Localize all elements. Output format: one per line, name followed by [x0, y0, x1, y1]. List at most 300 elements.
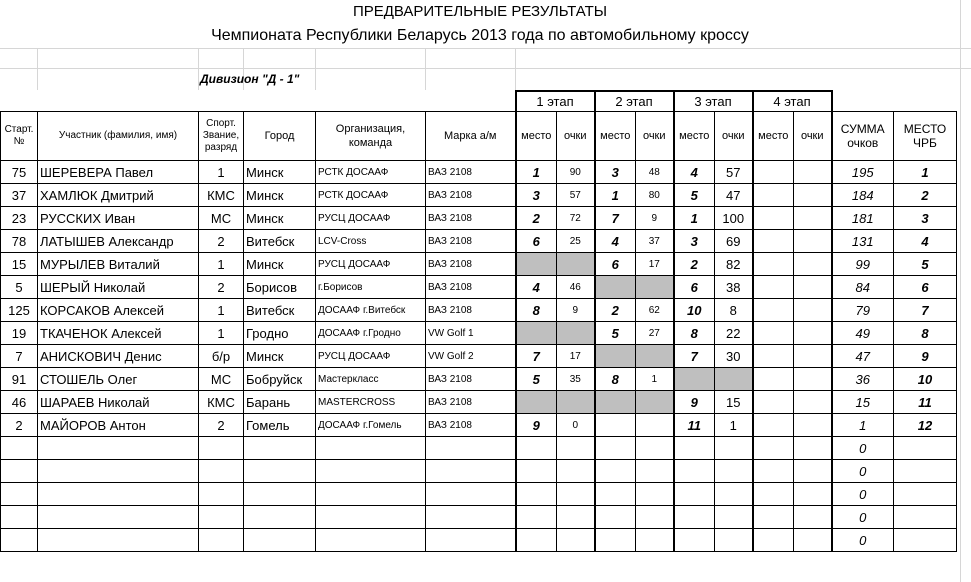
stage-3-points-cell	[715, 460, 753, 483]
stage-1-place-cell	[516, 460, 557, 483]
start-no-cell: 46	[1, 391, 38, 414]
car-cell: ВАЗ 2108	[426, 276, 516, 299]
organization-cell: г.Борисов	[316, 276, 426, 299]
stage-3-points-cell: 47	[715, 184, 753, 207]
stage-4-place-cell	[753, 460, 794, 483]
car-cell	[426, 483, 516, 506]
car-cell: ВАЗ 2108	[426, 184, 516, 207]
sum-cell: 49	[832, 322, 894, 345]
stage-4-points-cell	[794, 391, 832, 414]
start-no-cell: 75	[1, 161, 38, 184]
stage-4-header: 4 этап	[753, 91, 832, 112]
city-cell: Минск	[244, 207, 316, 230]
stage-3-points-cell: 22	[715, 322, 753, 345]
stage-3-points-cell: 38	[715, 276, 753, 299]
sum-cell: 1	[832, 414, 894, 437]
gridline	[515, 48, 516, 90]
participant-cell: ШЕРЫЙ Николай	[38, 276, 199, 299]
stage-2-points-cell: 48	[636, 161, 674, 184]
city-cell: Витебск	[244, 230, 316, 253]
col-header-place: место	[595, 112, 636, 161]
stage-1-points-cell: 35	[557, 368, 595, 391]
stage-2-points-cell	[636, 483, 674, 506]
stage-3-place-cell: 9	[674, 391, 715, 414]
sum-cell: 0	[832, 483, 894, 506]
sum-cell: 131	[832, 230, 894, 253]
place-chrb-cell: 2	[894, 184, 957, 207]
place-chrb-cell: 4	[894, 230, 957, 253]
stage-1-points-cell	[557, 506, 595, 529]
stage-2-points-cell	[636, 460, 674, 483]
place-chrb-cell	[894, 483, 957, 506]
car-cell: VW Golf 2	[426, 345, 516, 368]
stage-2-place-cell	[595, 414, 636, 437]
start-no-cell	[1, 460, 38, 483]
rank-cell	[199, 529, 244, 552]
participant-cell	[38, 529, 199, 552]
stage-2-points-cell	[636, 345, 674, 368]
start-no-cell: 7	[1, 345, 38, 368]
stage-2-place-cell: 1	[595, 184, 636, 207]
city-cell: Гродно	[244, 322, 316, 345]
place-chrb-cell	[894, 529, 957, 552]
stage-3-points-cell: 69	[715, 230, 753, 253]
table-row	[1, 299, 957, 322]
start-no-cell: 23	[1, 207, 38, 230]
participant-cell: РУССКИХ Иван	[38, 207, 199, 230]
organization-cell: РУСЦ ДОСААФ	[316, 345, 426, 368]
stage-1-place-cell: 4	[516, 276, 557, 299]
stage-3-place-cell: 5	[674, 184, 715, 207]
city-cell: Бобруйск	[244, 368, 316, 391]
stage-1-place-cell	[516, 322, 557, 345]
car-cell: ВАЗ 2108	[426, 391, 516, 414]
stage-2-points-cell	[636, 529, 674, 552]
stage-3-points-cell: 30	[715, 345, 753, 368]
table-row	[1, 207, 957, 230]
stage-4-place-cell	[753, 161, 794, 184]
table-row	[1, 345, 957, 368]
organization-cell	[316, 483, 426, 506]
organization-cell: РСТК ДОСААФ	[316, 184, 426, 207]
start-no-cell: 78	[1, 230, 38, 253]
table-row	[1, 529, 957, 552]
header-row-columns	[1, 112, 957, 161]
stage-3-points-cell	[715, 368, 753, 391]
stage-3-points-cell	[715, 506, 753, 529]
col-header-rank: Спорт. Звание, разряд	[199, 112, 244, 161]
stage-3-place-cell: 1	[674, 207, 715, 230]
stage-4-points-cell	[794, 299, 832, 322]
stage-2-header: 2 этап	[595, 91, 674, 112]
organization-cell	[316, 460, 426, 483]
col-header-city: Город	[244, 112, 316, 161]
empty-header-cell	[832, 91, 957, 112]
stage-2-place-cell	[595, 391, 636, 414]
stage-3-place-cell	[674, 437, 715, 460]
sum-cell: 184	[832, 184, 894, 207]
stage-2-place-cell	[595, 483, 636, 506]
place-chrb-cell	[894, 460, 957, 483]
place-chrb-cell: 7	[894, 299, 957, 322]
stage-2-points-cell: 80	[636, 184, 674, 207]
rank-cell: 1	[199, 253, 244, 276]
table-row	[1, 437, 957, 460]
gridline	[0, 48, 971, 49]
participant-cell: АНИСКОВИЧ Денис	[38, 345, 199, 368]
table-row	[1, 483, 957, 506]
sum-cell: 47	[832, 345, 894, 368]
table-row	[1, 460, 957, 483]
start-no-cell: 15	[1, 253, 38, 276]
sum-cell: 181	[832, 207, 894, 230]
participant-cell: ШЕРЕВЕРА Павел	[38, 161, 199, 184]
stage-4-points-cell	[794, 506, 832, 529]
table-row	[1, 161, 957, 184]
stage-3-place-cell: 11	[674, 414, 715, 437]
start-no-cell: 19	[1, 322, 38, 345]
stage-3-place-cell: 10	[674, 299, 715, 322]
place-chrb-cell: 12	[894, 414, 957, 437]
stage-3-place-cell: 2	[674, 253, 715, 276]
gridline	[37, 48, 38, 90]
stage-4-points-cell	[794, 345, 832, 368]
organization-cell: ДОСААФ г.Гродно	[316, 322, 426, 345]
place-chrb-cell: 10	[894, 368, 957, 391]
stage-2-place-cell: 2	[595, 299, 636, 322]
stage-4-place-cell	[753, 391, 794, 414]
place-chrb-cell: 11	[894, 391, 957, 414]
stage-1-points-cell: 72	[557, 207, 595, 230]
stage-3-place-cell: 4	[674, 161, 715, 184]
table-row	[1, 253, 957, 276]
stage-4-points-cell	[794, 322, 832, 345]
sum-cell: 0	[832, 460, 894, 483]
stage-3-points-cell: 15	[715, 391, 753, 414]
sum-cell: 79	[832, 299, 894, 322]
gridline	[315, 48, 316, 90]
stage-1-place-cell	[516, 391, 557, 414]
stage-2-points-cell: 9	[636, 207, 674, 230]
place-chrb-cell: 5	[894, 253, 957, 276]
participant-cell: ШАРАЕВ Николай	[38, 391, 199, 414]
col-header-sum: СУММА очков	[832, 112, 894, 161]
car-cell: ВАЗ 2108	[426, 368, 516, 391]
stage-1-place-cell	[516, 253, 557, 276]
stage-3-points-cell: 100	[715, 207, 753, 230]
rank-cell: 2	[199, 230, 244, 253]
rank-cell: МС	[199, 207, 244, 230]
col-header-car: Марка а/м	[426, 112, 516, 161]
stage-4-place-cell	[753, 184, 794, 207]
participant-cell: МАЙОРОВ Антон	[38, 414, 199, 437]
car-cell: VW Golf 1	[426, 322, 516, 345]
stage-3-place-cell	[674, 483, 715, 506]
sum-cell: 15	[832, 391, 894, 414]
gridline	[960, 0, 961, 582]
stage-3-place-cell: 7	[674, 345, 715, 368]
stage-4-place-cell	[753, 207, 794, 230]
table-row	[1, 276, 957, 299]
stage-4-points-cell	[794, 161, 832, 184]
col-header-organization: Организация, команда	[316, 112, 426, 161]
city-cell: Минск	[244, 161, 316, 184]
stage-1-points-cell	[557, 437, 595, 460]
start-no-cell	[1, 529, 38, 552]
car-cell	[426, 529, 516, 552]
stage-3-place-cell: 8	[674, 322, 715, 345]
stage-4-points-cell	[794, 483, 832, 506]
stage-4-points-cell	[794, 207, 832, 230]
sum-cell: 99	[832, 253, 894, 276]
stage-2-points-cell	[636, 506, 674, 529]
stage-4-place-cell	[753, 506, 794, 529]
stage-3-points-cell: 8	[715, 299, 753, 322]
rank-cell	[199, 483, 244, 506]
stage-1-points-cell: 9	[557, 299, 595, 322]
gridline	[0, 68, 971, 69]
col-header-place: место	[516, 112, 557, 161]
car-cell: ВАЗ 2108	[426, 207, 516, 230]
stage-4-points-cell	[794, 529, 832, 552]
stage-4-place-cell	[753, 299, 794, 322]
stage-2-place-cell: 6	[595, 253, 636, 276]
table-row	[1, 322, 957, 345]
organization-cell	[316, 506, 426, 529]
stage-4-place-cell	[753, 276, 794, 299]
city-cell: Борисов	[244, 276, 316, 299]
place-chrb-cell	[894, 506, 957, 529]
stage-3-header: 3 этап	[674, 91, 753, 112]
start-no-cell: 2	[1, 414, 38, 437]
stage-4-points-cell	[794, 414, 832, 437]
stage-1-place-cell	[516, 529, 557, 552]
stage-3-points-cell	[715, 437, 753, 460]
car-cell: ВАЗ 2108	[426, 299, 516, 322]
stage-3-place-cell	[674, 529, 715, 552]
organization-cell	[316, 529, 426, 552]
car-cell	[426, 506, 516, 529]
stage-1-place-cell: 7	[516, 345, 557, 368]
place-chrb-cell: 1	[894, 161, 957, 184]
stage-1-place-cell: 9	[516, 414, 557, 437]
stage-4-place-cell	[753, 345, 794, 368]
rank-cell: 2	[199, 276, 244, 299]
start-no-cell	[1, 506, 38, 529]
stage-2-points-cell	[636, 391, 674, 414]
car-cell: ВАЗ 2108	[426, 414, 516, 437]
stage-2-place-cell	[595, 529, 636, 552]
stage-3-place-cell	[674, 460, 715, 483]
city-cell	[244, 529, 316, 552]
participant-cell: КОРСАКОВ Алексей	[38, 299, 199, 322]
participant-cell: ЛАТЫШЕВ Александр	[38, 230, 199, 253]
stage-2-place-cell	[595, 276, 636, 299]
start-no-cell: 5	[1, 276, 38, 299]
sum-cell: 84	[832, 276, 894, 299]
stage-4-place-cell	[753, 322, 794, 345]
gridline	[198, 48, 199, 90]
participant-cell	[38, 483, 199, 506]
stage-1-place-cell	[516, 437, 557, 460]
table-row	[1, 391, 957, 414]
stage-4-place-cell	[753, 368, 794, 391]
place-chrb-cell: 6	[894, 276, 957, 299]
stage-1-place-cell: 6	[516, 230, 557, 253]
participant-cell	[38, 437, 199, 460]
sum-cell: 0	[832, 529, 894, 552]
car-cell: ВАЗ 2108	[426, 253, 516, 276]
stage-2-points-cell: 27	[636, 322, 674, 345]
stage-4-points-cell	[794, 368, 832, 391]
rank-cell: КМС	[199, 391, 244, 414]
rank-cell: б/р	[199, 345, 244, 368]
sum-cell: 36	[832, 368, 894, 391]
col-header-points: очки	[794, 112, 832, 161]
participant-cell: МУРЫЛЕВ Виталий	[38, 253, 199, 276]
stage-2-place-cell	[595, 345, 636, 368]
stage-4-points-cell	[794, 230, 832, 253]
rank-cell: КМС	[199, 184, 244, 207]
city-cell: Барань	[244, 391, 316, 414]
col-header-points: очки	[715, 112, 753, 161]
col-header-start-no: Старт. №	[1, 112, 38, 161]
stage-2-place-cell	[595, 506, 636, 529]
empty-header-cell	[1, 91, 516, 112]
city-cell: Гомель	[244, 414, 316, 437]
stage-4-points-cell	[794, 437, 832, 460]
stage-1-place-cell: 2	[516, 207, 557, 230]
stage-4-points-cell	[794, 460, 832, 483]
organization-cell: LCV-Cross	[316, 230, 426, 253]
col-header-points: очки	[557, 112, 595, 161]
stage-4-place-cell	[753, 230, 794, 253]
organization-cell	[316, 437, 426, 460]
division-label: Дивизион "Д - 1"	[200, 72, 300, 86]
start-no-cell	[1, 437, 38, 460]
car-cell	[426, 460, 516, 483]
stage-2-place-cell: 4	[595, 230, 636, 253]
page-title: ПРЕДВАРИТЕЛЬНЫЕ РЕЗУЛЬТАТЫ	[352, 3, 608, 20]
car-cell: ВАЗ 2108	[426, 161, 516, 184]
stage-1-points-cell: 90	[557, 161, 595, 184]
results-table	[0, 90, 957, 552]
stage-1-points-cell	[557, 391, 595, 414]
stage-4-place-cell	[753, 483, 794, 506]
stage-2-points-cell: 1	[636, 368, 674, 391]
sum-cell: 0	[832, 506, 894, 529]
rank-cell: МС	[199, 368, 244, 391]
stage-1-points-cell: 46	[557, 276, 595, 299]
stage-4-place-cell	[753, 414, 794, 437]
city-cell	[244, 506, 316, 529]
stage-3-points-cell	[715, 529, 753, 552]
stage-2-points-cell	[636, 276, 674, 299]
table-row	[1, 184, 957, 207]
rank-cell: 1	[199, 322, 244, 345]
stage-1-place-cell: 5	[516, 368, 557, 391]
col-header-place-chrb: МЕСТО ЧРБ	[894, 112, 957, 161]
car-cell	[426, 437, 516, 460]
stage-3-place-cell: 3	[674, 230, 715, 253]
stage-1-points-cell	[557, 483, 595, 506]
table-row	[1, 230, 957, 253]
stage-4-place-cell	[753, 253, 794, 276]
stage-1-points-cell: 25	[557, 230, 595, 253]
start-no-cell	[1, 483, 38, 506]
stage-2-points-cell: 17	[636, 253, 674, 276]
header-row-stages	[1, 91, 957, 112]
car-cell: ВАЗ 2108	[426, 230, 516, 253]
stage-1-points-cell	[557, 253, 595, 276]
stage-1-place-cell	[516, 506, 557, 529]
participant-cell: ТКАЧЕНОК Алексей	[38, 322, 199, 345]
stage-2-points-cell	[636, 414, 674, 437]
stage-3-points-cell: 82	[715, 253, 753, 276]
rank-cell	[199, 460, 244, 483]
stage-2-points-cell: 62	[636, 299, 674, 322]
city-cell	[244, 460, 316, 483]
organization-cell: Мастеркласс	[316, 368, 426, 391]
start-no-cell: 37	[1, 184, 38, 207]
organization-cell: РУСЦ ДОСААФ	[316, 253, 426, 276]
page-subtitle: Чемпионата Республики Беларусь 2013 года по автомобильному кроссу	[211, 27, 749, 44]
stage-4-points-cell	[794, 184, 832, 207]
city-cell: Минск	[244, 184, 316, 207]
stage-2-place-cell: 8	[595, 368, 636, 391]
city-cell	[244, 483, 316, 506]
stage-1-points-cell	[557, 529, 595, 552]
table-row	[1, 368, 957, 391]
stage-1-points-cell	[557, 460, 595, 483]
stage-1-points-cell: 57	[557, 184, 595, 207]
rank-cell	[199, 437, 244, 460]
stage-2-place-cell: 7	[595, 207, 636, 230]
rank-cell: 1	[199, 161, 244, 184]
stage-3-place-cell	[674, 506, 715, 529]
participant-cell	[38, 506, 199, 529]
stage-2-points-cell	[636, 437, 674, 460]
stage-3-points-cell: 57	[715, 161, 753, 184]
rank-cell: 1	[199, 299, 244, 322]
rank-cell: 2	[199, 414, 244, 437]
participant-cell: СТОШЕЛЬ Олег	[38, 368, 199, 391]
stage-2-points-cell: 37	[636, 230, 674, 253]
organization-cell: ДОСААФ г.Гомель	[316, 414, 426, 437]
organization-cell: РУСЦ ДОСААФ	[316, 207, 426, 230]
col-header-participant: Участник (фамилия, имя)	[38, 112, 199, 161]
col-header-place: место	[753, 112, 794, 161]
stage-1-points-cell: 0	[557, 414, 595, 437]
sum-cell: 0	[832, 437, 894, 460]
start-no-cell: 91	[1, 368, 38, 391]
rank-cell	[199, 506, 244, 529]
stage-3-place-cell: 6	[674, 276, 715, 299]
col-header-points: очки	[636, 112, 674, 161]
table-row	[1, 506, 957, 529]
start-no-cell: 125	[1, 299, 38, 322]
city-cell: Минск	[244, 345, 316, 368]
stage-2-place-cell	[595, 460, 636, 483]
place-chrb-cell: 9	[894, 345, 957, 368]
organization-cell: ДОСААФ г.Витебск	[316, 299, 426, 322]
stage-4-points-cell	[794, 276, 832, 299]
stage-2-place-cell	[595, 437, 636, 460]
stage-4-place-cell	[753, 529, 794, 552]
city-cell: Витебск	[244, 299, 316, 322]
place-chrb-cell: 3	[894, 207, 957, 230]
stage-4-points-cell	[794, 253, 832, 276]
